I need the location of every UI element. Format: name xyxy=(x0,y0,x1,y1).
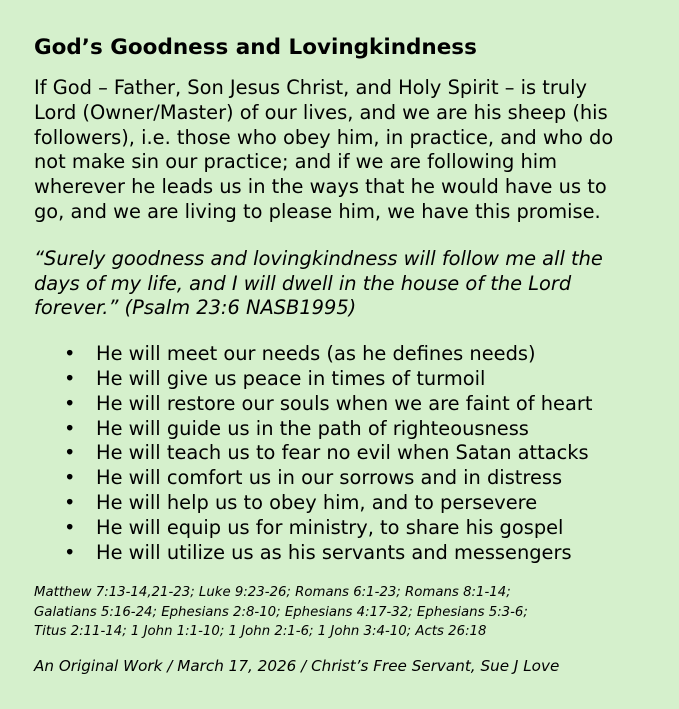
bullet-icon: • xyxy=(64,515,76,539)
list-item-text: He will teach us to fear no evil when Satan attacks xyxy=(96,441,589,465)
bullet-icon: • xyxy=(64,540,76,564)
list-item xyxy=(34,342,655,367)
list-item xyxy=(34,466,655,491)
bullet-icon: • xyxy=(64,490,76,514)
list-item-text: He will equip us for ministry, to share his gospel xyxy=(96,515,564,539)
scripture-quote: “Surely goodness and lovingkindness will follow me all the days of my life, and I will dwell in the house of the Lord forever.” (Psalm 23:6 NASB1995) xyxy=(34,246,603,320)
bullet-icon: • xyxy=(64,342,76,366)
list-item xyxy=(34,417,655,442)
intro-paragraph: If God – Father, Son Jesus Christ, and Holy Spirit – is truly Lord (Owner/Master) of our lives, and we are his sheep (his followers), i.e. those who obey him, in practice, and who do not make sin our practice; and if we are following him wherever he leads us in the ways that he would have us to go, and we are living to please him, we have this promise. xyxy=(34,76,614,223)
list-item-text: He will restore our souls when we are faint of heart xyxy=(96,391,593,415)
list-item-text: He will give us peace in times of turmoil xyxy=(96,366,486,390)
list-item xyxy=(34,441,655,466)
list-item xyxy=(34,491,655,516)
list-item xyxy=(34,516,655,541)
bullet-icon: • xyxy=(64,391,76,415)
attribution-footer: An Original Work / March 17, 2026 / Christ’s Free Servant, Sue J Love xyxy=(34,656,560,675)
list-item-text: He will comfort us in our sorrows and in distress xyxy=(96,466,563,490)
list-item-text: He will meet our needs (as he defines needs) xyxy=(96,342,536,366)
list-item-text: He will guide us in the path of righteousness xyxy=(96,416,529,440)
bullet-icon: • xyxy=(64,366,76,390)
bullet-icon: • xyxy=(64,466,76,490)
list-item-text: He will help us to obey him, and to persevere xyxy=(96,490,538,514)
scripture-references: Matthew 7:13-14,21-23; Luke 9:23-26; Romans 6:1-23; Romans 8:1-14; Galatians 5:16-24; Ephesians 2:8-10; Ephesians 4:17-32; Ephesians 5:3-6; Titus 2:11-14; 1 John 1:1-10; 1 John 2:1-6; 1 John 3:4-10; Acts 26:18 xyxy=(34,585,528,640)
list-item xyxy=(34,541,655,566)
bullet-icon: • xyxy=(64,441,76,465)
promise-list xyxy=(34,342,655,565)
page-title: God’s Goodness and Lovingkindness xyxy=(34,35,477,60)
list-item-text: He will utilize us as his servants and messengers xyxy=(96,540,572,564)
list-item xyxy=(34,367,655,392)
bullet-icon: • xyxy=(64,416,76,440)
list-item xyxy=(34,392,655,417)
